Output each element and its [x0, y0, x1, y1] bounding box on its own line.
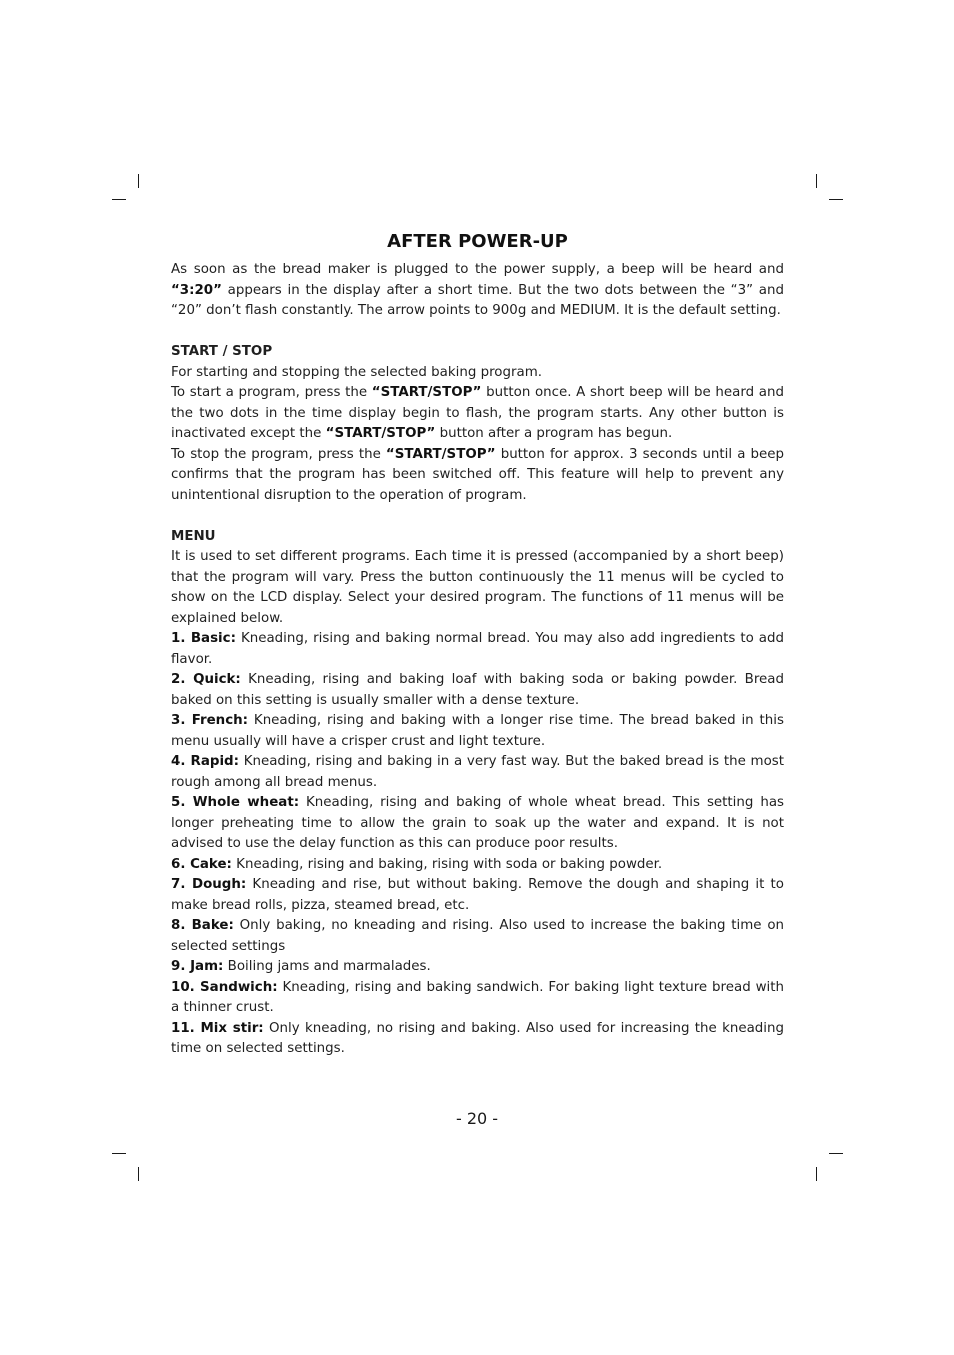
crop-mark-top-right-vertical	[816, 174, 817, 188]
menu-item-rapid	[171, 752, 784, 793]
menu-heading: MENU	[171, 528, 216, 544]
menu-item-label: 4. Rapid:	[171, 754, 239, 769]
start-stop-p2-bold-2: “START/STOP”	[325, 426, 436, 441]
start-stop-p3-bold-1: “START/STOP”	[385, 446, 496, 462]
menu-item-label: 11. Mix stir:	[171, 1020, 264, 1036]
start-stop-paragraph-2	[171, 383, 784, 445]
menu-item-text: Kneading, rising and baking with a longer rise time. The bread baked in this menu usually will have a crisper crust and light texture.	[171, 713, 784, 749]
menu-intro-paragraph: It is used to set different programs. Each time it is pressed (accompanied by a short beep) that the program will vary. Press the button continuously the 11 menus will be cycled to show on the LCD display. Select your desired program. The functions of 11 menus will be explained below.	[171, 549, 784, 626]
menu-item-text: Kneading, rising and baking of whole wheat bread. This setting has longer preheating time to allow the grain to soak up the water and expand. It is not advised to use the delay function as this can produce poor results.	[171, 795, 784, 851]
menu-item-text: Kneading, rising and baking normal bread. You may also add ingredients to add flavor.	[171, 631, 784, 667]
menu-item-label: 7. Dough:	[171, 877, 247, 892]
intro-paragraph	[171, 260, 784, 322]
start-stop-p3-text-1: To stop the program, press the	[171, 446, 386, 462]
menu-item-sandwich	[171, 978, 784, 1019]
crop-mark-bottom-right-horizontal	[829, 1153, 843, 1154]
crop-mark-top-left-vertical	[138, 174, 139, 188]
start-stop-p2-text-1: To start a program, press the	[171, 385, 372, 400]
menu-item-label: 8. Bake:	[171, 918, 234, 933]
start-stop-paragraph-3	[171, 445, 784, 507]
start-stop-paragraph-1: For starting and stopping the selected baking program.	[171, 364, 543, 380]
menu-item-french	[171, 711, 784, 752]
menu-item-label: 3. French:	[171, 713, 249, 728]
crop-mark-bottom-left-vertical	[138, 1167, 139, 1181]
menu-item-text: Kneading and rise, but without baking. Remove the dough and shaping it to make bread rolls, pizza, steamed bread, etc.	[171, 877, 784, 913]
crop-mark-top-right-horizontal	[829, 199, 843, 200]
menu-item-cake	[171, 855, 784, 876]
menu-item-label: 1. Basic:	[171, 631, 236, 646]
menu-item-label: 6. Cake:	[171, 856, 232, 872]
menu-item-whole-wheat	[171, 793, 784, 855]
menu-item-text: Only kneading, no rising and baking. Also used for increasing the kneading time on selected settings.	[171, 1020, 784, 1056]
menu-item-text: Boiling jams and marmalades.	[223, 959, 431, 974]
crop-mark-bottom-left-horizontal	[112, 1153, 126, 1154]
menu-item-label: 9. Jam:	[171, 959, 224, 974]
menu-item-label: 5. Whole wheat:	[171, 795, 300, 810]
menu-item-bake	[171, 916, 784, 957]
intro-text-1: As soon as the bread maker is plugged to the power supply, a beep will be heard and	[171, 262, 784, 277]
menu-item-dough	[171, 875, 784, 916]
intro-text-2: appears in the display after a short time. But the two dots between the “3” and “20” don’t flash constantly. The arrow points to 900g and MEDIUM. It is the default setting.	[171, 282, 784, 318]
menu-item-text: Kneading, rising and baking, rising with soda or baking powder.	[231, 856, 663, 872]
menu-item-label: 2. Quick:	[171, 672, 241, 687]
intro-display-value: “3:20”	[171, 282, 222, 298]
menu-item-basic	[171, 629, 784, 670]
page-content	[171, 229, 784, 1060]
menu-item-jam	[171, 957, 784, 978]
start-stop-p2-text-3: button after a program has begun.	[435, 426, 673, 441]
page-title: AFTER POWER-UP	[387, 231, 568, 252]
menu-item-text: Kneading, rising and baking in a very fast way. But the baked bread is the most rough among all bread menus.	[171, 754, 784, 790]
page-number: - 20 -	[455, 1109, 499, 1128]
menu-item-mix-stir	[171, 1019, 784, 1060]
start-stop-p2-text-2: button once. A short beep will be heard and the two dots in the time display begin to flash, the program starts. Any other button is inactivated except the	[171, 385, 784, 441]
menu-item-text: Only baking, no kneading and rising. Also used to increase the baking time on selected settings	[171, 918, 785, 954]
menu-item-quick	[171, 670, 784, 711]
crop-mark-top-left-horizontal	[112, 199, 126, 200]
crop-mark-bottom-right-vertical	[816, 1167, 817, 1181]
start-stop-heading: START / STOP	[171, 344, 273, 359]
menu-item-text: Kneading, rising and baking loaf with baking soda or baking powder. Bread baked on this setting is usually smaller with a dense texture.	[171, 672, 784, 708]
menu-item-label: 10. Sandwich:	[171, 979, 278, 995]
menu-item-text: Kneading, rising and baking sandwich. For baking light texture bread with a thinner crust.	[171, 979, 784, 1015]
start-stop-p2-bold-1: “START/STOP”	[371, 385, 482, 400]
start-stop-p3-text-2: button for approx. 3 seconds until a beep confirms that the program has been switched off. This feature will help to prevent any unintentional disruption to the operation of program.	[171, 446, 784, 503]
